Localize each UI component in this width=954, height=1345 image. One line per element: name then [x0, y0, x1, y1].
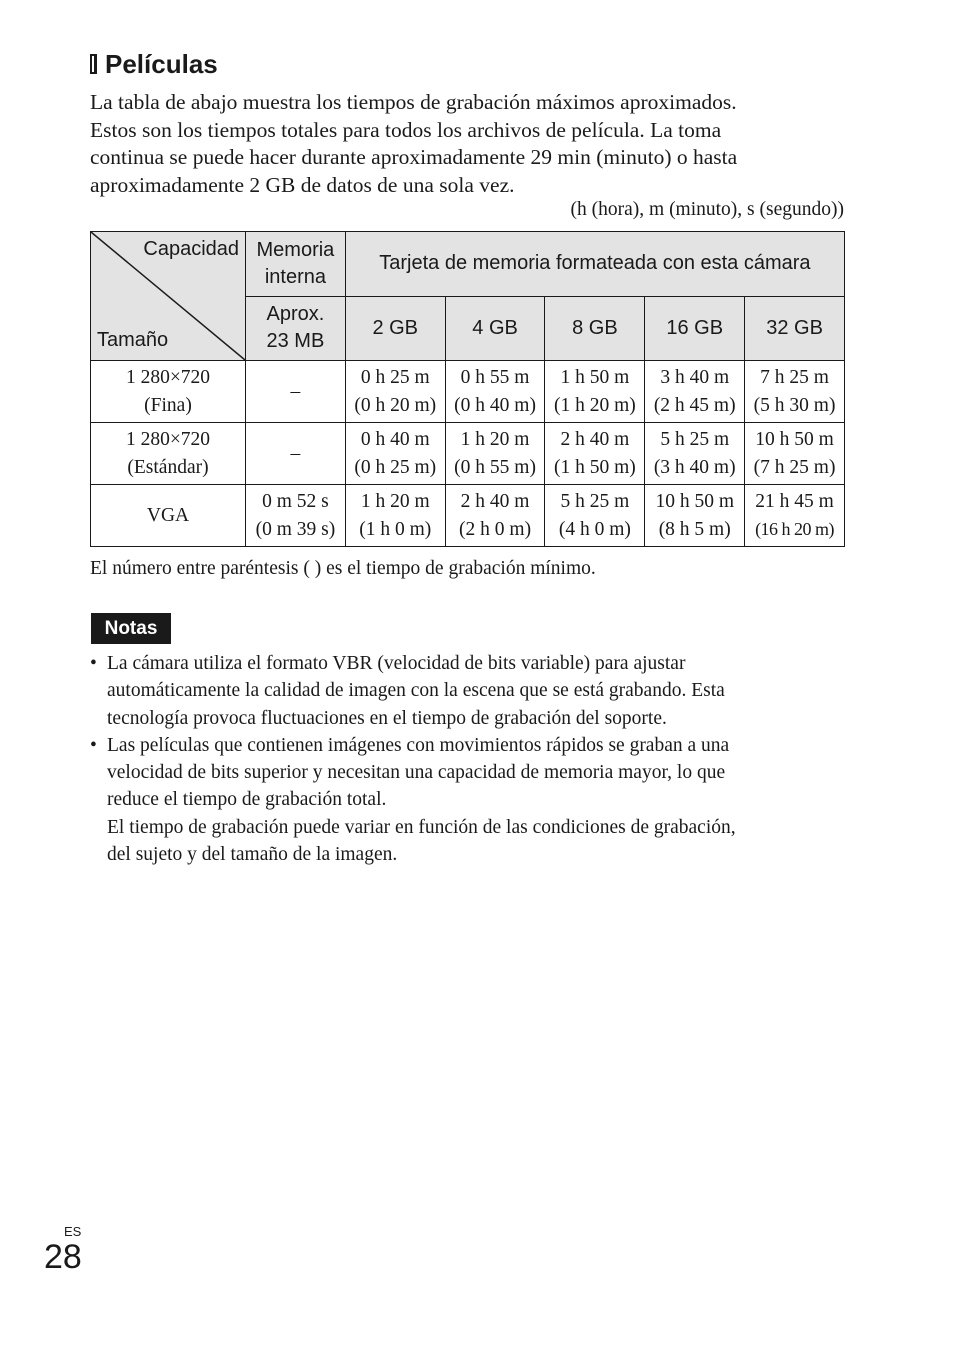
- bullet-icon: •: [90, 734, 97, 756]
- header-line: interna: [264, 265, 326, 288]
- corner-header-cell: [91, 232, 246, 361]
- time-cell: [445, 423, 545, 485]
- time-cell: [345, 485, 445, 547]
- time-cell: [745, 361, 845, 423]
- corner-capacity-label: Capacidad: [143, 238, 239, 260]
- note-line: velocidad de bits superior y necesitan una capacidad de memoria mayor, lo que: [107, 762, 726, 784]
- note-line: El tiempo de grabación puede variar en función de las condiciones de grabación,: [107, 816, 736, 838]
- capacity-header-cell: 8 GB: [545, 296, 645, 361]
- heading-marker-icon: [90, 54, 97, 74]
- time-cell: [645, 485, 745, 547]
- memory-card-header: Tarjeta de memoria formateada con esta cámara: [345, 232, 844, 297]
- corner-size-label: Tamaño: [97, 329, 169, 351]
- time-cell: [345, 361, 445, 423]
- min-time: (7 h 25 m): [753, 456, 836, 478]
- size-line: (Estándar): [127, 456, 209, 478]
- capacity-header-cell: 32 GB: [745, 296, 845, 361]
- time-cell: [246, 361, 346, 423]
- corner-header: [91, 232, 245, 360]
- min-time: (8 h 5 m): [658, 518, 731, 540]
- section-title: Películas: [105, 48, 218, 79]
- page-number: 28: [44, 1238, 82, 1276]
- intro-paragraph: [90, 89, 850, 199]
- time-cell: [745, 423, 845, 485]
- max-time: 2 h 40 m: [560, 429, 630, 450]
- max-time: 0 m 52 s: [262, 491, 329, 512]
- notes-badge: Notas: [91, 613, 171, 644]
- max-time: 5 h 25 m: [560, 491, 630, 512]
- size-cell: [91, 361, 246, 423]
- units-legend: (h (hora), m (minuto), s (segundo)): [570, 199, 844, 220]
- note-line: La cámara utiliza el formato VBR (velocidad de bits variable) para ajustar: [107, 653, 686, 674]
- intro-line: La tabla de abajo muestra los tiempos de grabación máximos aproximados.: [90, 90, 737, 114]
- note-line: Las películas que contienen imágenes con movimientos rápidos se graban a una: [107, 734, 730, 756]
- time-cell: [545, 361, 645, 423]
- size-line: (Fina): [144, 394, 192, 416]
- min-time: (16 h 20 m): [755, 518, 835, 539]
- max-time: 1 h 20 m: [360, 491, 430, 512]
- time-cell: [645, 361, 745, 423]
- table-row: [91, 485, 845, 547]
- size-line: 1 280×720: [125, 429, 211, 450]
- min-time: (2 h 0 m): [459, 518, 532, 540]
- parenthesis-note: El número entre paréntesis ( ) es el tiempo de grabación mínimo.: [90, 558, 596, 579]
- min-time: (2 h 45 m): [653, 394, 736, 416]
- max-time: –: [290, 442, 301, 464]
- internal-capacity-cell: [246, 296, 346, 361]
- table-row: [91, 423, 845, 485]
- bullet-icon: •: [90, 653, 97, 674]
- min-time: (5 h 30 m): [753, 394, 836, 416]
- max-time: 1 h 20 m: [460, 429, 530, 450]
- capacity-header-cell: 16 GB: [645, 296, 745, 361]
- capacity-header-cell: 4 GB: [445, 296, 545, 361]
- intro-line: Estos son los tiempos totales para todos los archivos de película. La toma: [90, 117, 722, 142]
- min-time: (4 h 0 m): [558, 518, 631, 540]
- language-tag: ES: [64, 1224, 82, 1239]
- list-item: [90, 732, 835, 868]
- time-cell: [445, 485, 545, 547]
- max-time: 10 h 50 m: [755, 429, 834, 450]
- internal-memory-header: [246, 232, 346, 297]
- max-time: 0 h 55 m: [460, 367, 530, 388]
- min-time: (0 h 55 m): [454, 456, 536, 478]
- max-time: 10 h 50 m: [655, 491, 734, 512]
- max-time: 7 h 25 m: [760, 367, 829, 388]
- max-time: 5 h 25 m: [660, 429, 730, 450]
- min-time: (1 h 0 m): [359, 518, 432, 540]
- intro-line: continua se puede hacer durante aproximadamente 29 min (minuto) o hasta: [90, 145, 738, 169]
- min-time: (0 h 25 m): [354, 456, 437, 478]
- intro-line: aproximadamente 2 GB de datos de una sola vez.: [90, 172, 515, 197]
- max-time: 3 h 40 m: [660, 367, 730, 388]
- time-cell: [345, 423, 445, 485]
- note-line: del sujeto y del tamaño de la imagen.: [107, 844, 398, 866]
- note-line: reduce el tiempo de grabación total.: [107, 789, 387, 811]
- note-line: tecnología provoca fluctuaciones en el tiempo de grabación del soporte.: [107, 707, 667, 729]
- list-item: [90, 650, 835, 732]
- size-line: 1 280×720: [125, 367, 211, 388]
- time-cell: [445, 361, 545, 423]
- min-time: (3 h 40 m): [653, 456, 736, 478]
- section-heading: [90, 46, 218, 82]
- size-line: VGA: [146, 504, 190, 526]
- max-time: 2 h 40 m: [460, 491, 530, 512]
- time-cell: [545, 423, 645, 485]
- header-line: 23 MB: [266, 330, 325, 353]
- min-time: (0 h 40 m): [454, 394, 536, 416]
- table-row: [91, 361, 845, 423]
- max-time: 0 h 40 m: [360, 429, 430, 450]
- size-cell: [91, 423, 246, 485]
- max-time: –: [290, 380, 301, 402]
- max-time: 0 h 25 m: [360, 367, 430, 388]
- header-line: Memoria: [256, 238, 335, 261]
- min-time: (1 h 50 m): [553, 456, 636, 478]
- min-time: (0 h 20 m): [354, 394, 437, 416]
- max-time: 21 h 45 m: [755, 491, 834, 512]
- min-time: (1 h 20 m): [553, 394, 636, 416]
- min-time: (0 m 39 s): [255, 518, 336, 540]
- time-cell: [745, 485, 845, 547]
- time-cell: [645, 423, 745, 485]
- capacity-header-cell: 2 GB: [345, 296, 445, 361]
- max-time: 1 h 50 m: [560, 367, 630, 388]
- time-cell: [246, 423, 346, 485]
- table-header-row: [91, 232, 845, 297]
- time-cell: [545, 485, 645, 547]
- recording-time-table: [90, 231, 845, 547]
- header-line: Aprox.: [266, 303, 325, 326]
- note-line: automáticamente la calidad de imagen con la escena que se está grabando. Esta: [107, 680, 725, 702]
- notes-list: [90, 650, 835, 868]
- time-cell: [246, 485, 346, 547]
- size-cell: [91, 485, 246, 547]
